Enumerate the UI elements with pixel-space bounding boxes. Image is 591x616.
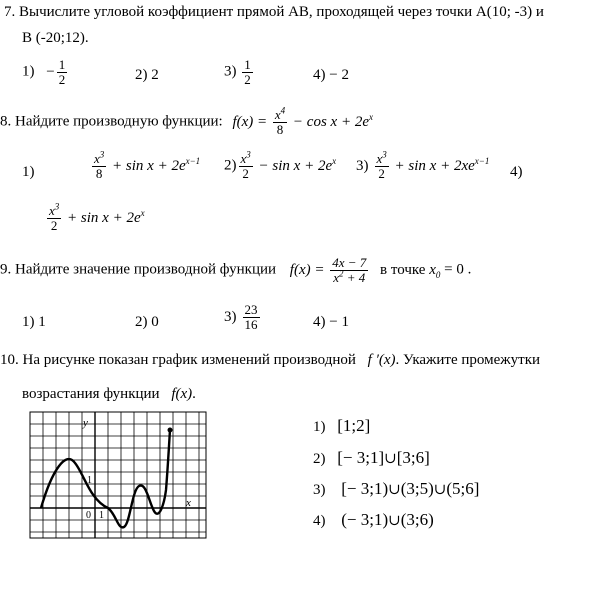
fraction-denominator: 16 [244, 316, 258, 332]
q10-title-line-2 [22, 386, 196, 403]
fraction-numerator [273, 105, 287, 123]
q10-option-4[interactable] [313, 510, 434, 530]
numerator-base: x [94, 151, 100, 166]
option-number: 3) [224, 308, 237, 325]
option-rest-text: + sin x + 2xe [394, 157, 475, 174]
union-symbol: ∪ [433, 482, 447, 498]
graph-grid [30, 412, 206, 538]
exponent: x [368, 111, 373, 122]
q8-func-rest [292, 111, 373, 130]
q9-func-lhs: f(x) = [289, 261, 325, 278]
exponent: 3 [99, 149, 105, 160]
exponent: 4 [280, 105, 286, 116]
union-symbol: ∪ [388, 513, 401, 529]
fraction [47, 201, 61, 233]
fraction-denominator: 2 [50, 217, 58, 233]
fraction-numerator [47, 201, 61, 219]
option-rest [394, 155, 490, 174]
fraction-denominator: 2 [244, 71, 251, 87]
fraction-numerator: 1 [244, 57, 251, 72]
denominator-base: x [333, 269, 339, 285]
fraction-denominator: 2 [58, 71, 66, 87]
option-interval: (5;6] [446, 479, 480, 498]
q8-func-lhs: f(x) = [232, 113, 268, 130]
q10-title-2-rest: . [192, 386, 196, 402]
q10-option-1[interactable] [313, 416, 370, 436]
q7-title-cont: B (-20;12). [22, 30, 89, 46]
union-symbol: ∪ [384, 451, 397, 467]
fraction-numerator [375, 149, 389, 167]
q9-title-line [0, 256, 471, 284]
union-symbol: ∪ [388, 482, 401, 498]
option-interval: [− 3;1] [337, 448, 385, 467]
option-number: 4) [313, 513, 326, 529]
exponent: 3 [382, 149, 387, 160]
func-rest-text: − cos x + 2e [292, 113, 369, 130]
fraction-denominator: 2 [242, 165, 249, 181]
q8-option-4-number: 4) [510, 164, 523, 180]
q7-option-3-number: 3) [224, 63, 237, 80]
point-var: x [429, 261, 436, 278]
q9-option-2[interactable]: 2) 0 [135, 314, 159, 330]
y-unit-label: 1 [87, 475, 92, 486]
derivative-curve [41, 430, 170, 527]
q7-option-1-number: 1) [22, 63, 35, 80]
q8-title-line [0, 105, 373, 137]
q8-option-1[interactable] [90, 149, 201, 181]
fraction [57, 58, 68, 86]
option-interval: [− 3;1) [341, 479, 389, 498]
exponent: 3 [54, 201, 60, 212]
fraction [243, 303, 260, 331]
fraction-numerator: 23 [244, 302, 258, 317]
option-number: 2) [313, 451, 326, 467]
exponent: x−1 [185, 155, 201, 166]
q10-function: f(x) [171, 386, 193, 402]
option-rest-text: + sin x + 2e [112, 157, 186, 174]
option-interval: [3;6] [396, 448, 430, 467]
q9-option-4[interactable]: 4) − 1 [313, 314, 349, 330]
q8-option-3[interactable] [356, 149, 490, 181]
q7-option-4[interactable]: 4) − 2 [313, 67, 349, 83]
q10-title-rest: . Укажите промежутки [395, 352, 541, 368]
fraction-denominator: 2 [378, 165, 385, 181]
numerator-base: x [376, 151, 383, 166]
q10-option-3[interactable] [313, 479, 479, 499]
q7-option-3[interactable] [224, 58, 255, 86]
q9-title: 9. Найдите значение производной функции [0, 261, 277, 278]
option-rest [67, 207, 145, 226]
exponent: x−1 [474, 155, 490, 166]
option-rest [112, 155, 201, 174]
exponent: x [140, 207, 145, 218]
q10-title-line-1 [0, 352, 540, 369]
numerator-base: x [49, 203, 55, 218]
y-axis-label: y [83, 417, 88, 429]
fraction-denominator [330, 268, 368, 285]
option-number: 2) [224, 157, 237, 174]
grid-border [30, 412, 206, 538]
fraction [375, 149, 389, 181]
q10-option-2[interactable] [313, 448, 430, 468]
fraction [330, 256, 368, 284]
q9-point-text: в точке [380, 261, 426, 278]
exponent: 2 [338, 268, 344, 279]
q9-option-3[interactable] [224, 303, 262, 331]
curve-endpoint [168, 428, 173, 433]
numerator-base: x [240, 151, 247, 166]
option-rest-text: + sin x + 2e [67, 209, 141, 226]
q8-option-4[interactable] [45, 201, 145, 233]
option-number: 3) [313, 482, 326, 498]
q10-title-2: возрастания функции [22, 386, 160, 402]
fraction [273, 105, 287, 137]
option-interval: (3;6) [400, 510, 434, 529]
q8-option-1-number: 1) [22, 164, 35, 180]
fraction-numerator [92, 149, 106, 167]
x-unit-label: 1 [99, 510, 104, 521]
q7-option-1[interactable] [22, 58, 69, 86]
fraction-denominator: 8 [95, 165, 103, 181]
x-axis-label: x [186, 497, 191, 509]
q10-derivative: f ′(x) [367, 352, 396, 368]
fraction [242, 58, 253, 86]
fraction-denominator: 8 [276, 121, 284, 137]
q8-option-2[interactable] [224, 149, 337, 181]
q7-title: 7. Вычислите угловой коэффициент прямой AB, проходящей через точки A(10; -3) и [4, 4, 544, 20]
option-rest-text: − sin x + 2e [258, 157, 333, 174]
fraction [92, 149, 106, 181]
q9-point-var [429, 262, 440, 278]
denominator-rest: + 4 [346, 269, 366, 285]
fraction-numerator [239, 149, 253, 167]
option-rest [258, 155, 337, 174]
exponent: 3 [246, 149, 251, 160]
option-interval: (− 3;1) [341, 510, 389, 529]
q9-point-val: = 0 . [444, 261, 472, 278]
q10-title: 10. На рисунке показан график изменений производной [0, 352, 356, 368]
q7-option-2[interactable]: 2) 2 [135, 67, 159, 83]
option-number: 3) [356, 157, 369, 174]
option-interval: (3;5) [400, 479, 434, 498]
fraction-numerator: 4x − 7 [332, 255, 367, 270]
fraction-numerator: 1 [58, 57, 66, 72]
origin-label: 0 [86, 510, 91, 521]
option-number: 1) [313, 419, 326, 435]
numerator-base: x [274, 107, 281, 122]
q9-option-1[interactable]: 1) 1 [22, 314, 46, 330]
fraction [239, 149, 253, 181]
q8-title: 8. Найдите производную функции: [0, 113, 223, 130]
option-interval: [1;2] [337, 416, 371, 435]
exponent: x [332, 155, 337, 166]
subscript: 0 [435, 269, 441, 280]
minus-sign: − [46, 63, 55, 80]
derivative-graph [28, 410, 208, 540]
